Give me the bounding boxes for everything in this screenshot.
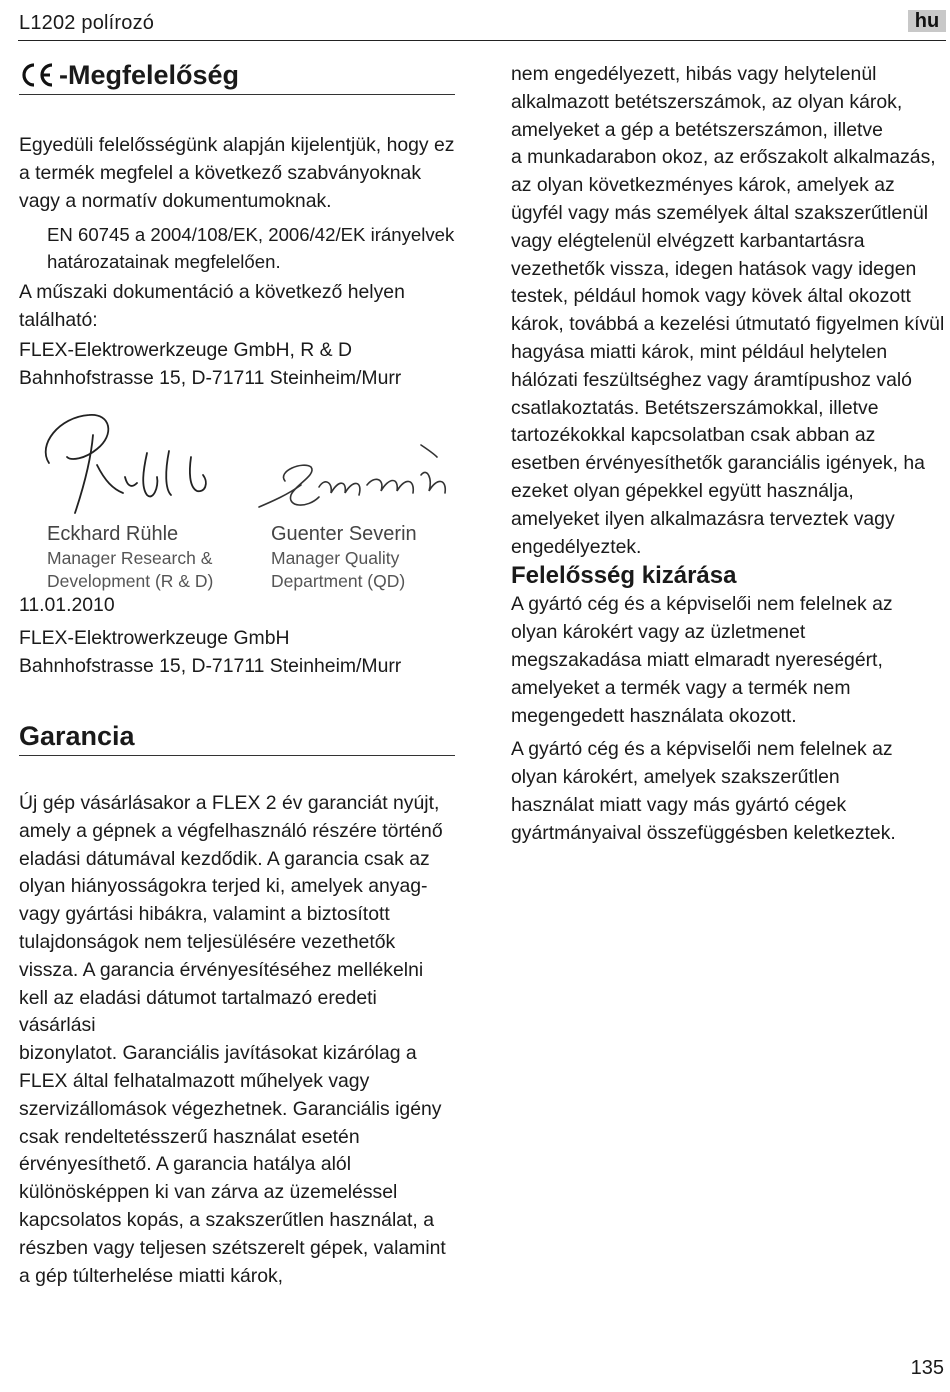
- text-line: csatlakoztatás. Betétszerszámokkal, illetve: [511, 396, 879, 419]
- text-line: vagy gyártási hibákra, valamint a biztosított: [19, 903, 390, 926]
- text-line: hálózati feszültséghez vagy áramtípushoz való: [511, 368, 912, 391]
- text-line: a munkadarabon okoz, az erőszakolt alkalmazás,: [511, 146, 936, 169]
- signatory-role: Development (R & D): [47, 570, 214, 591]
- text-line: hagyása miatti károk, mint például helytelen: [511, 340, 888, 363]
- document-title: L1202 polírozó: [19, 12, 155, 34]
- page-number: 135: [910, 1357, 944, 1379]
- text-line: a gép túlterhelése miatti károk,: [19, 1264, 284, 1287]
- text-line: ügyfél vagy más személyek által szakszerűtlenül: [511, 201, 929, 224]
- ce-standards: EN 60745 a 2004/108/EK, 2006/42/EK irányelvek határozatainak megfelelően.: [47, 224, 455, 273]
- company-name: FLEX-Elektrowerkzeuge GmbH: [19, 627, 290, 650]
- text-line: engedélyeztek.: [511, 535, 642, 558]
- language-badge: hu: [908, 10, 946, 32]
- company-address: Bahnhofstrasse 15, D-71711 Steinheim/Murr: [19, 655, 402, 678]
- text-line: vagy elégtelenül elvégzett karbantartásra: [511, 229, 865, 252]
- right-column: [511, 61, 947, 848]
- signatory-name: Eckhard Rühle: [47, 522, 179, 545]
- left-column: [19, 56, 455, 1290]
- signatory-name: Guenter Severin: [271, 522, 417, 545]
- garancia-heading: Garancia: [19, 717, 455, 756]
- signatory-role: Manager Research &: [47, 547, 213, 568]
- text-line: kapcsolatos kopás, a szakszerűtlen használat, a: [19, 1208, 434, 1231]
- felelosseg-heading: Felelősség kizárása: [511, 562, 737, 590]
- signatory-severin: [271, 521, 417, 593]
- ce-mark-icon: [19, 62, 57, 88]
- text-line: amelyeket ilyen alkalmazásra terveztek vagy: [511, 507, 895, 530]
- signatory-ruehle: [47, 521, 213, 593]
- text-line: olyan hiányosságokra terjed ki, amelyek anyag-: [19, 875, 428, 898]
- signature-severin: [259, 445, 445, 507]
- text-line: az olyan következményes károk, amelyek az: [511, 174, 895, 197]
- text-line: érvényesíthető. A garancia hatálya alól: [19, 1153, 352, 1176]
- text-line: vezethetők vissza, idegen hatások vagy idegen: [511, 257, 917, 280]
- handwritten-signatures: [19, 405, 455, 525]
- felelosseg-paragraph-2: A gyártó cég és a képviselői nem felelnek az olyan károkért, amelyek szakszerűtlen használat miatt vagy más gyártó cégek gyártmányaival összefüggésben keletkeztek.: [511, 738, 896, 844]
- text-line: tulajdonságok nem teljesülésére vezethetők: [19, 930, 396, 953]
- text-line: bizonylatot. Garanciális javításokat kizárólag a: [19, 1042, 417, 1065]
- felelosseg-paragraph-1: A gyártó cég és a képviselői nem felelnek az olyan károkért vagy az üzletmenet megszakadása miatt elmaradt nyereségért, amelyeket a termék vagy a termék nem megengedett használata okozott.: [511, 593, 893, 727]
- signatory-role: Manager Quality: [271, 547, 400, 568]
- ce-heading: [19, 56, 455, 95]
- garancia-text-continued: [511, 61, 947, 561]
- text-line: Új gép vásárlásakor a FLEX 2 év garanciát nyújt,: [19, 791, 440, 814]
- ce-declaration: Egyedüli felelősségünk alapján kijelentjük, hogy ez a termék megfelel a következő szabványoknak vagy a normatív dokumentumoknak.: [19, 134, 455, 212]
- signature-area: [19, 393, 455, 598]
- text-line: tartozékokkal kapcsolatban csak abban az: [511, 424, 876, 447]
- signatory-role: Department (QD): [271, 570, 406, 591]
- text-line: amely a gépnek a végfelhasználó részére történő: [19, 819, 443, 842]
- text-line: ezeket olyan gépekkel együtt használja,: [511, 479, 854, 502]
- text-line: károk, továbbá a kezelési útmutató figyelmen kívül: [511, 313, 945, 336]
- garancia-text: [19, 790, 455, 1290]
- text-line: FLEX által felhatalmazott műhelyek vagy: [19, 1069, 370, 1092]
- text-line: részben vagy teljesen szétszerelt gépek, valamint: [19, 1236, 446, 1259]
- page-header: [18, 10, 946, 41]
- ce-docs-location: A műszaki dokumentáció a következő helyen található:: [19, 281, 405, 332]
- text-line: vissza. A garancia érvényesítéséhez mellékelni: [19, 958, 424, 981]
- text-line: kell az eladási dátumot tartalmazó eredeti vásárlási: [19, 986, 377, 1037]
- text-line: csak rendeltetésszerű használat esetén: [19, 1125, 360, 1148]
- text-line: esetben érvényesíthetők garanciális igények, ha: [511, 452, 925, 475]
- text-line: különösképpen ki van zárva az üzemeléssel: [19, 1181, 398, 1204]
- ce-heading-text: -Megfelelőség: [59, 60, 240, 90]
- signature-ruehle: [46, 414, 206, 512]
- text-line: testek, például homok vagy kövek által okozott: [511, 285, 911, 308]
- text-line: alkalmazott betétszerszámok, az olyan károk,: [511, 90, 903, 113]
- text-line: eladási dátumával kezdődik. A garancia csak az: [19, 847, 430, 870]
- declaration-date: 11.01.2010: [19, 593, 115, 616]
- text-line: amelyeket a gép a betétszerszámon, illetve: [511, 118, 883, 141]
- text-line: nem engedélyezett, hibás vagy helytelenül: [511, 63, 877, 85]
- text-line: szervizállomások végezhetnek. Garanciális igény: [19, 1097, 442, 1120]
- ce-docs-address: FLEX-Elektrowerkzeuge GmbH, R & D Bahnhofstrasse 15, D-71711 Steinheim/Murr: [19, 338, 402, 389]
